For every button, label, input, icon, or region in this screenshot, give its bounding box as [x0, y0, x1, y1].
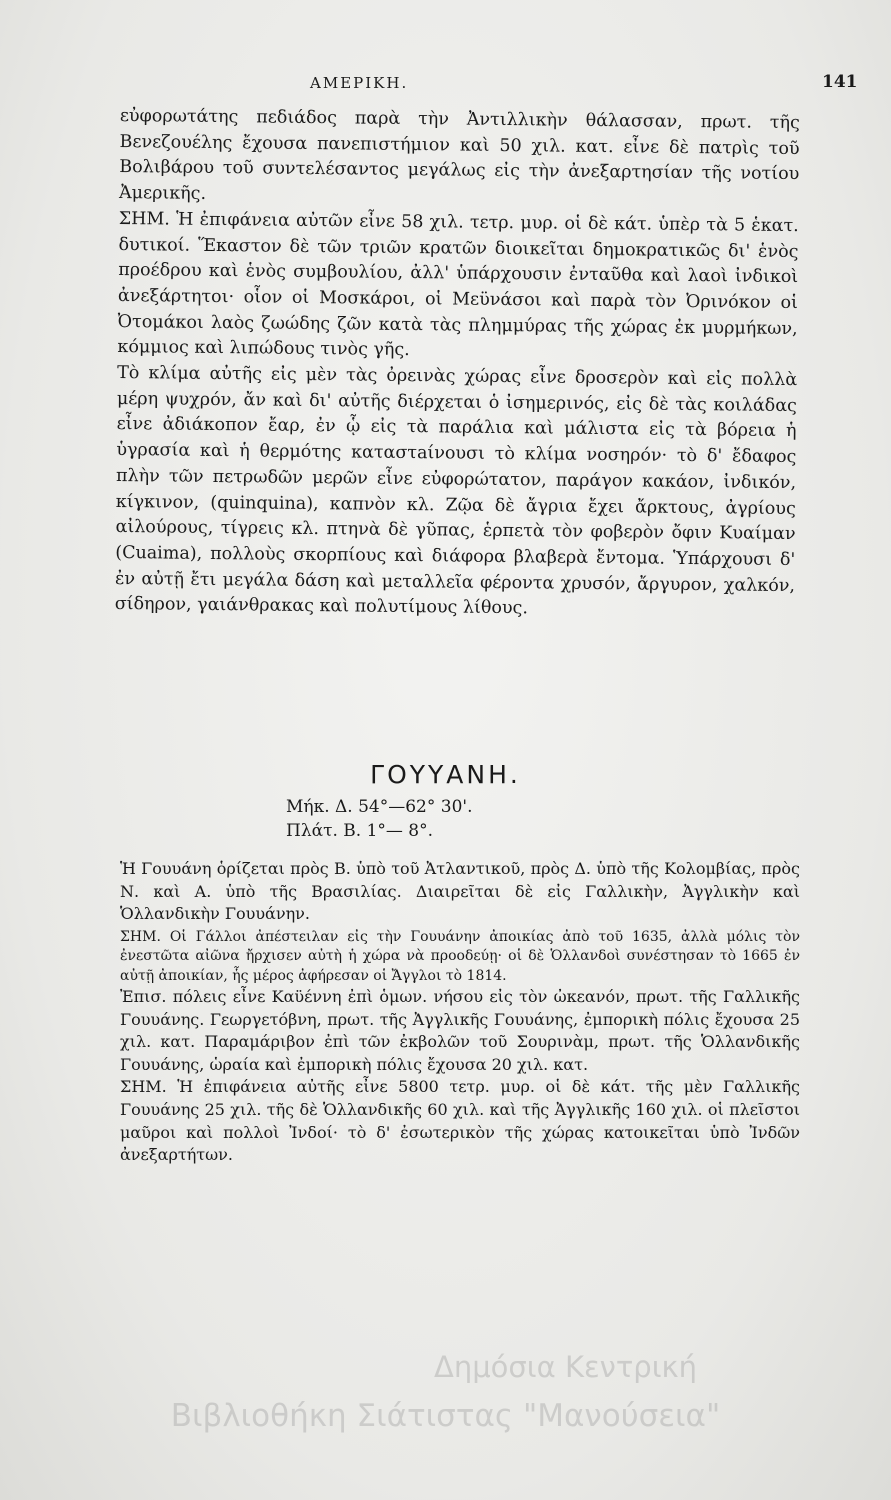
coordinates [286, 795, 473, 843]
watermark-line-2: Βιβλιοθήκη Σιάτιστας "Μανούσεια" [170, 1398, 721, 1434]
paragraph-cities: Ἐπισ. πόλεις εἶνε Καϋέννη ἐπὶ ὁμων. νήσου εἰς τὸν ὠκεανόν, πρωτ. τῆς Γαλλικῆς Γουυάνης. Γεωργετόβνη, πρωτ. τῆς Ἀγγλικῆς Γουυάνης, ἐμπορικὴ πόλις ἔχουσα 25 χιλ. κατ. Παραμάριβον ἐπὶ τῶν ἐκβολῶν τοῦ Σουρινὰμ, πρωτ. τῆς Ὁλλανδικῆς Γουυάνης, ὡραία καὶ ἐμπορικὴ πόλις ἔχουσα 20 χιλ. κατ. [120, 987, 800, 1074]
page-number: 141 [822, 72, 858, 92]
paragraph-climate: Τὸ κλίμα αὐτῆς εἰς μὲν τὰς ὀρεινὰς χώρας εἶνε δροσερὸν καὶ εἰς πολλὰ μέρη ψυχρόν, ἄν καὶ δι' αὐτῆς διέρχεται ὁ ἰσημερινός, εἰς δὲ τὰς κοιλάδας εἶνε ἀδιάκοπον ἔαρ, ἐν ᾧ εἰς τὰ παράλια καὶ μάλιστα εἰς τὰ βόρεια ἡ ὑγρασία καὶ ἡ θερμότης καταστaίνουσι τὸ κλίμα νοσηρόν· τὸ δ' ἔδαφος πλὴν τῶν πετρωδῶν μερῶν εἶνε εὐφορώτατον, παράγον κακάον, ἰνδικόν, κίγκινον, (quinquina), καπνὸν κλ. Ζῷα δὲ ἄγρια ἔχει ἄρκτους, ἀγρίους αἰλούρους, τίγρεις κλ. πτηνὰ δὲ γῦπας, ἑρπετὰ τὸν φοβερὸν ὄφιν Κυαίμαν (Cuaima), πολλοὺς σκορπίους καὶ διάφορα βλαβερὰ ἔντομα. Ὑπάρχουσι δ' ἐν αὐτῇ ἔτι μεγάλα δάση καὶ μεταλλεῖα φέροντα χρυσόν, ἄργυρον, χαλκόν, σίδηρον, γαιάνθρακας καὶ πολυτίμους λίθους. [114, 363, 798, 619]
guiana-text-block [120, 858, 800, 1167]
note-paragraph-area: ΣΗΜ. Ἡ ἐπιφάνεια αὐτῶν εἶνε 58 χιλ. τετρ. μυρ. οἱ δὲ κάτ. ὑπὲρ τὰ 5 ἑκατ. δυτικοί. Ἕκαστον δὲ τῶν τριῶν κρατῶν διοικεῖται δημοκρατικῶς δι' ἑνὸς προέδρου καὶ ἑνὸς συμβουλίου, ἀλλ' ὑπάρχουσιν ἐνταῦθα καὶ λαοὶ ἰνδικοὶ ἀνεξάρτητοι· οἷον οἱ Μοσκάροι, οἱ Μεϋνάσοι καὶ παρὰ τὸν Ὀρινόκον οἱ Ὀτομάκοι λαὸς ζωώδης ζῶν κατὰ τὰς πλημμύρας τῆς χώρας ἐκ μυρμήκων, κόμμιος καὶ λιπώδους τινὸς γῆς. [117, 208, 799, 361]
paragraph-borders: Ἡ Γουυάνη ὁρίζεται πρὸς Β. ὑπὸ τοῦ Ἀτλαντικοῦ, πρὸς Δ. ὑπὸ τῆς Κολομβίας, πρὸς Ν. καὶ Α. ὑπὸ τῆς Βρασιλίας. Διαιρεῖται δὲ εἰς Γαλλικὴν, Ἀγγλικὴν καὶ Ὁλλανδικὴν Γουυάνην. [120, 859, 800, 924]
america-text-block [115, 104, 800, 625]
note-paragraph-history: ΣΗΜ. Οἱ Γάλλοι ἀπέστειλαν εἰς τὴν Γουυάνην ἀποικίας ἀπὸ τοῦ 1635, ἀλλὰ μόλις τὸν ἐνεστῶτα αἰῶνα ἤρχισεν αὐτὴ ἡ χώρα νὰ προοδεύῃ· οἱ δὲ Ὁλλανδοὶ συνέστησαν τὸ 1665 ἐν αὐτῇ ἀποικίαν, ἧς μέρος ἀφήρεσαν οἱ Ἄγγλοι τὸ 1814. [120, 928, 800, 984]
running-head [0, 74, 891, 98]
section-title: ΓΟΥΥΑΝΗ. [370, 760, 521, 789]
running-title: ΑΜΕΡΙΚΗ. [310, 74, 409, 92]
paragraph-venezuela: εὐφορωτάτης πεδιάδος παρὰ τὴν Ἀντιλλικὴν θάλασσαν, πρωτ. τῆς Βενεζουέλης ἔχουσα πανεπιστήμιον καὶ 50 χιλ. κατ. εἶνε δὲ πατρὶς τοῦ Βολιβάρου τοῦ συντελέσαντος μεγάλως εἰς τὴν ἀνεξαρτησίαν τῆς νοτίου Ἀμερικῆς. [118, 105, 800, 205]
longitude: Μήκ. Δ. 54°—62° 30'. [286, 797, 473, 817]
note-paragraph-population: ΣΗΜ. Ἡ ἐπιφάνεια αὐτῆς εἶνε 5800 τετρ. μυρ. οἱ δὲ κάτ. τῆς μὲν Γαλλικῆς Γουυάνης 25 χιλ. τῆς δὲ Ὁλλανδικῆς 60 χιλ. καὶ τῆς Ἀγγλικῆς 160 χιλ. οἱ πλεῖστοι μαῦροι καὶ πολλοὶ Ἰνδοί· τὸ δ' ἐσωτερικὸν τῆς χώρας κατοικεῖται ὑπὸ Ἰνδῶν ἀνεξαρτήτων. [120, 1077, 800, 1165]
latitude: Πλάτ. Β. 1°— 8°. [286, 821, 434, 841]
watermark-line-1: Δημόσια Κεντρική [434, 1350, 697, 1384]
